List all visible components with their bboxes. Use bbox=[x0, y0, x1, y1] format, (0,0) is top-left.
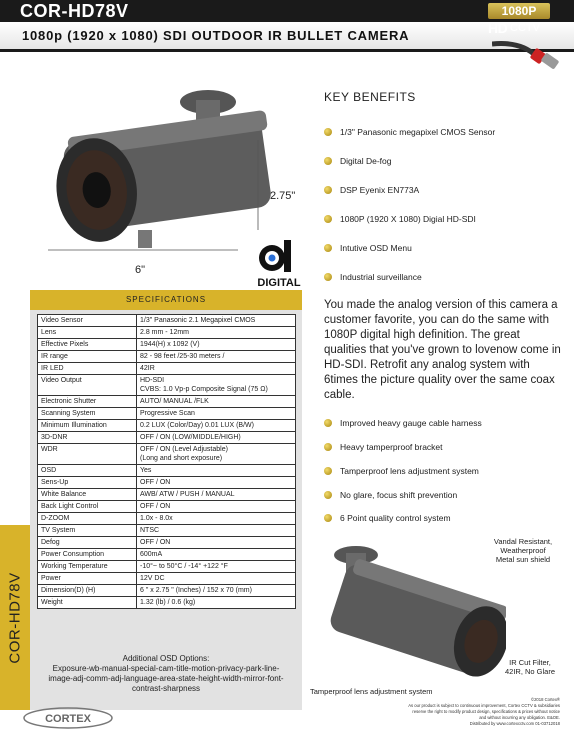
spec-row bbox=[38, 396, 296, 408]
spec-value: 0.2 LUX (Color/Day) 0.01 LUX (B/W) bbox=[137, 420, 296, 432]
spec-row bbox=[38, 351, 296, 363]
digital-logo-text: DIGITAL bbox=[257, 277, 301, 289]
spec-label: OSD bbox=[38, 465, 137, 477]
key-benefit-item: Intutive OSD Menu bbox=[340, 243, 412, 253]
spec-label: Defog bbox=[38, 537, 137, 549]
side-model-label: COR-HD78V bbox=[6, 571, 24, 664]
digital-logo bbox=[254, 238, 304, 290]
feature-item: Heavy tamperproof bracket bbox=[340, 442, 443, 452]
spec-label: D-ZOOM bbox=[38, 513, 137, 525]
spec-label: Minimum Illumination bbox=[38, 420, 137, 432]
caption-tamperproof-lens: Tamperproof lens adjustment system bbox=[310, 687, 433, 696]
spec-value: 1944(H) x 1092 (V) bbox=[137, 339, 296, 351]
key-benefit-item: 1/3" Panasonic megapixel CMOS Sensor bbox=[340, 127, 496, 137]
spec-value: Yes bbox=[137, 465, 296, 477]
spec-label: Back Light Control bbox=[38, 501, 137, 513]
spec-value: OFF / ON (Level Adjustable) (Long and short exposure) bbox=[137, 444, 296, 465]
spec-label: Dimension(D) (H) bbox=[38, 585, 137, 597]
spec-row bbox=[38, 339, 296, 351]
spec-label: Working Temperature bbox=[38, 561, 137, 573]
spec-row bbox=[38, 375, 296, 396]
feature-item: Tamperproof lens adjustment system bbox=[340, 466, 479, 476]
spec-row bbox=[38, 315, 296, 327]
badge-cctv: CCTV bbox=[510, 22, 540, 34]
spec-row bbox=[38, 432, 296, 444]
osd-options-title: Additional OSD Options: bbox=[122, 654, 210, 663]
spec-value: AUTO/ MANUAL /FLK bbox=[137, 396, 296, 408]
spec-value: HD-SDI CVBS: 1.0 Vp-p Composite Signal (75 Ω) bbox=[137, 375, 296, 396]
spec-row bbox=[38, 444, 296, 465]
spec-label: 3D-DNR bbox=[38, 432, 137, 444]
spec-label: Electronic Shutter bbox=[38, 396, 137, 408]
spec-row bbox=[38, 489, 296, 501]
bullet-icon bbox=[324, 157, 332, 165]
bullet-icon bbox=[324, 491, 332, 499]
spec-label: IR range bbox=[38, 351, 137, 363]
spec-value: AWB/ ATW / PUSH / MANUAL bbox=[137, 489, 296, 501]
spec-value: OFF / ON bbox=[137, 537, 296, 549]
feature-item: Improved heavy gauge cable harness bbox=[340, 418, 482, 428]
spec-value: 1.0x - 8.0x bbox=[137, 513, 296, 525]
spec-row bbox=[38, 597, 296, 609]
spec-label: WDR bbox=[38, 444, 137, 465]
spec-value: OFF / ON (LOW/MIDDLE/HIGH) bbox=[137, 432, 296, 444]
spec-value: 600mA bbox=[137, 549, 296, 561]
caption-ir-cut-filter: IR Cut Filter, 42IR, No Glare bbox=[504, 658, 556, 676]
spec-value: -10°~ to 50°C / -14° +122 °F bbox=[137, 561, 296, 573]
spec-value: 12V DC bbox=[137, 573, 296, 585]
spec-value: 2.8 mm - 12mm bbox=[137, 327, 296, 339]
spec-value: 1.32 (lb) / 0.6 (kg) bbox=[137, 597, 296, 609]
badge-resolution: 1080P bbox=[488, 3, 550, 19]
key-benefit-item: DSP Eyenix EN773A bbox=[340, 185, 420, 195]
spec-row bbox=[38, 549, 296, 561]
spec-value: 82 - 98 feet /25-30 meters / bbox=[137, 351, 296, 363]
spec-label: IR LED bbox=[38, 363, 137, 375]
spec-row bbox=[38, 561, 296, 573]
specifications-table bbox=[37, 314, 296, 609]
spec-value: NTSC bbox=[137, 525, 296, 537]
spec-row bbox=[38, 585, 296, 597]
spec-row bbox=[38, 501, 296, 513]
bullet-icon bbox=[324, 514, 332, 522]
bullet-icon bbox=[324, 419, 332, 427]
feature-item: 6 Point quality control system bbox=[340, 513, 451, 523]
spec-value: OFF / ON bbox=[137, 477, 296, 489]
spec-label: Video Output bbox=[38, 375, 137, 396]
key-benefit-item: Digital De-fog bbox=[340, 156, 392, 166]
bullet-icon bbox=[324, 186, 332, 194]
spec-row bbox=[38, 420, 296, 432]
height-dimension: 2.75" bbox=[270, 190, 296, 202]
model-title: COR-HD78V bbox=[20, 1, 129, 21]
bnc-cable-icon bbox=[492, 38, 564, 70]
specifications-panel bbox=[30, 290, 302, 710]
osd-options-list: Exposure-wb-manual-special-cam-title-motion-privacy-park-line-image-adj-comm-adj-language-area-state-height-width-mirror-font-contrast-sharpness bbox=[48, 664, 284, 693]
badge-hd: HD bbox=[488, 20, 508, 36]
spec-label: Power bbox=[38, 573, 137, 585]
bullet-icon bbox=[324, 215, 332, 223]
specifications-heading: SPECIFICATIONS bbox=[30, 290, 302, 310]
spec-value: 1/3" Panasonic 2.1 Megapixel CMOS bbox=[137, 315, 296, 327]
spec-value: 6 " x 2.75 " (Inches) / 152 x 70 (mm) bbox=[137, 585, 296, 597]
spec-value: Progressive Scan bbox=[137, 408, 296, 420]
spec-row bbox=[38, 363, 296, 375]
width-dimension: 6" bbox=[135, 264, 146, 276]
bullet-icon bbox=[324, 467, 332, 475]
spec-value: OFF / ON bbox=[137, 501, 296, 513]
spec-row bbox=[38, 327, 296, 339]
footer-disclaimer: ©2018 Cortex® As our product is subject to continuous improvement, Cortex CCTV & subsidiaries reserve the right to modify product design, specifications & prices without notice and without incurring any obligation. E&OE. Distributed by www.cortexcctv.com 01-03712018 bbox=[408, 697, 560, 726]
cortex-logo bbox=[22, 706, 114, 730]
bullet-icon bbox=[324, 128, 332, 136]
spec-row bbox=[38, 525, 296, 537]
caption-vandal-resistant: Vandal Resistant, Weatherproof Metal sun shield bbox=[493, 537, 553, 564]
spec-row bbox=[38, 477, 296, 489]
cortex-logo-text: CORTEX bbox=[45, 713, 91, 725]
key-benefit-item: Industrial surveillance bbox=[340, 272, 422, 282]
key-benefit-item: 1080P (1920 X 1080) Digial HD-SDI bbox=[340, 214, 476, 224]
bullet-icon bbox=[324, 273, 332, 281]
spec-label: Weight bbox=[38, 597, 137, 609]
key-benefits-title: KEY BENEFITS bbox=[324, 90, 416, 104]
spec-row bbox=[38, 573, 296, 585]
spec-label: Lens bbox=[38, 327, 137, 339]
bullet-icon bbox=[324, 244, 332, 252]
feature-item: No glare, focus shift prevention bbox=[340, 490, 458, 500]
spec-row bbox=[38, 537, 296, 549]
spec-row bbox=[38, 513, 296, 525]
spec-label: White Balance bbox=[38, 489, 137, 501]
spec-row bbox=[38, 408, 296, 420]
spec-row bbox=[38, 465, 296, 477]
side-model-tab bbox=[0, 525, 30, 710]
spec-value: 42IR bbox=[137, 363, 296, 375]
spec-label: TV System bbox=[38, 525, 137, 537]
spec-label: Power Consumption bbox=[38, 549, 137, 561]
bullet-icon bbox=[324, 443, 332, 451]
product-subtitle: 1080p (1920 x 1080) SDI OUTDOOR IR BULLET CAMERA bbox=[22, 28, 410, 43]
product-description: You made the analog version of this camera a customer favorite, you can do the same with 1080P digital high definition. The great qualities that you've grown to lovenow come in HD-SDI. Retrofit any analog system with 6times the picture quality over the same coax cable. bbox=[324, 299, 561, 401]
spec-label: Scanning System bbox=[38, 408, 137, 420]
spec-label: Effective Pixels bbox=[38, 339, 137, 351]
spec-label: Sens-Up bbox=[38, 477, 137, 489]
spec-label: Video Sensor bbox=[38, 315, 137, 327]
hd-cctv-badge bbox=[488, 3, 556, 41]
